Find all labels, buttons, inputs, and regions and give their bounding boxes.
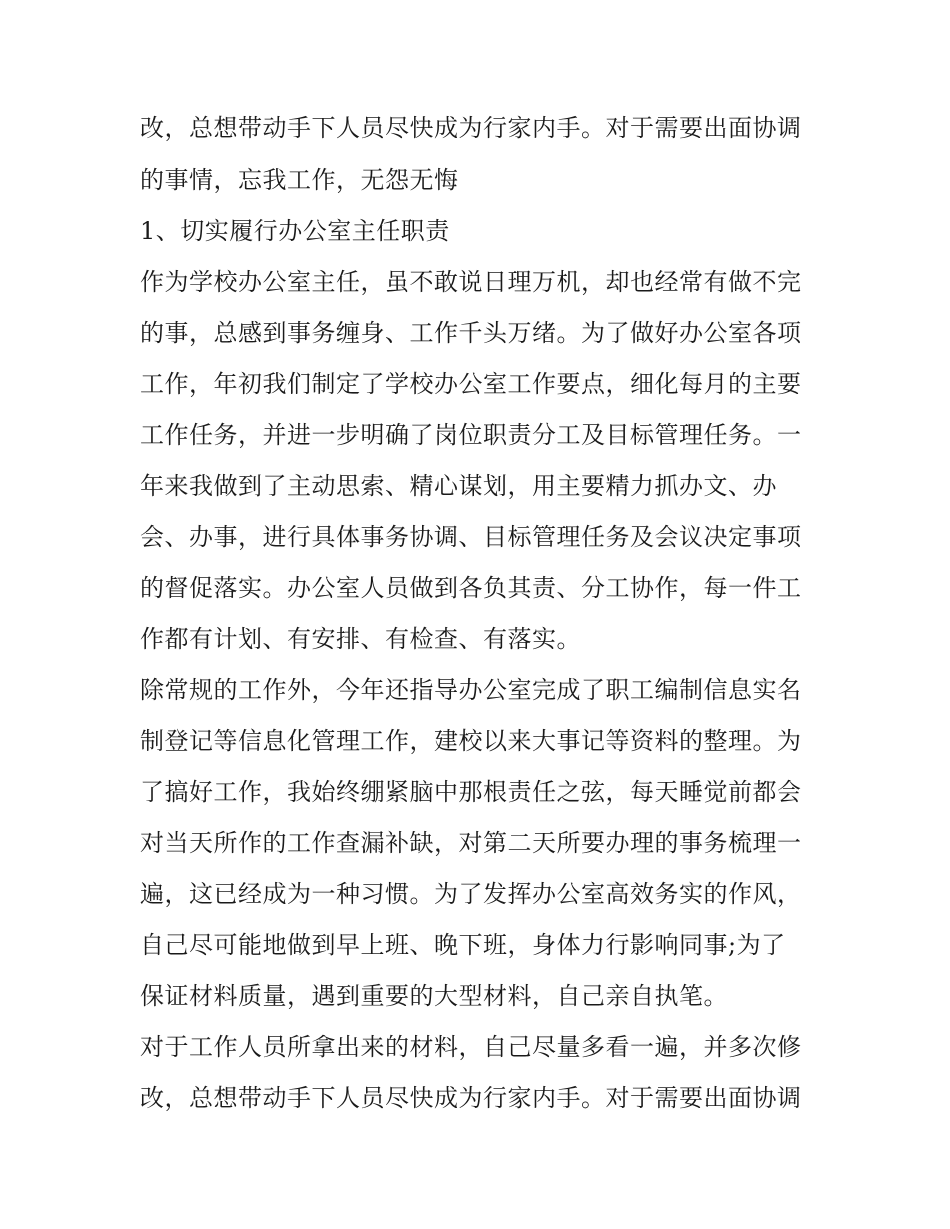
text-line: 保证材料质量，遇到重要的大型材料，自己亲自执笔。 [140, 982, 728, 1010]
text-line: 对于工作人员所拿出来的材料，自己尽量多看一遍，并多次修 [140, 1033, 802, 1061]
text-line: 的事，总感到事务缠身、工作千头万绪。为了做好办公室各项 [140, 319, 802, 347]
section-heading: 1、切实履行办公室主任职责 [140, 217, 450, 245]
text-line: 遍，这已经成为一种习惯。为了发挥办公室高效务实的作风， [140, 880, 802, 908]
text-line: 制登记等信息化管理工作，建校以来大事记等资料的整理。为 [140, 727, 802, 755]
text-line: 作为学校办公室主任，虽不敢说日理万机，却也经常有做不完 [140, 268, 802, 296]
text-line: 改，总想带动手下人员尽快成为行家内手。对于需要出面协调 [140, 1084, 802, 1112]
text-line: 对当天所作的工作查漏补缺，对第二天所要办理的事务梳理一 [140, 829, 802, 857]
text-line: 作都有计划、有安排、有检查、有落实。 [140, 625, 581, 653]
text-line: 工作，年初我们制定了学校办公室工作要点，细化每月的主要 [140, 370, 802, 398]
text-line: 会、办事，进行具体事务协调、目标管理任务及会议决定事项 [140, 523, 802, 551]
text-line: 的事情，忘我工作，无怨无悔 [140, 166, 459, 194]
text-line: 了搞好工作，我始终绷紧脑中那根责任之弦，每天睡觉前都会 [140, 778, 802, 806]
text-line: 的督促落实。办公室人员做到各负其责、分工协作，每一件工 [140, 574, 802, 602]
text-line: 自己尽可能地做到早上班、晚下班，身体力行影响同事;为了 [140, 931, 786, 959]
text-line: 工作任务，并进一步明确了岗位职责分工及目标管理任务。一 [140, 421, 802, 449]
text-line: 改，总想带动手下人员尽快成为行家内手。对于需要出面协调 [140, 114, 802, 142]
text-line: 除常规的工作外，今年还指导办公室完成了职工编制信息实名 [140, 676, 802, 704]
text-line: 年来我做到了主动思索、精心谋划，用主要精力抓办文、办 [140, 472, 777, 500]
